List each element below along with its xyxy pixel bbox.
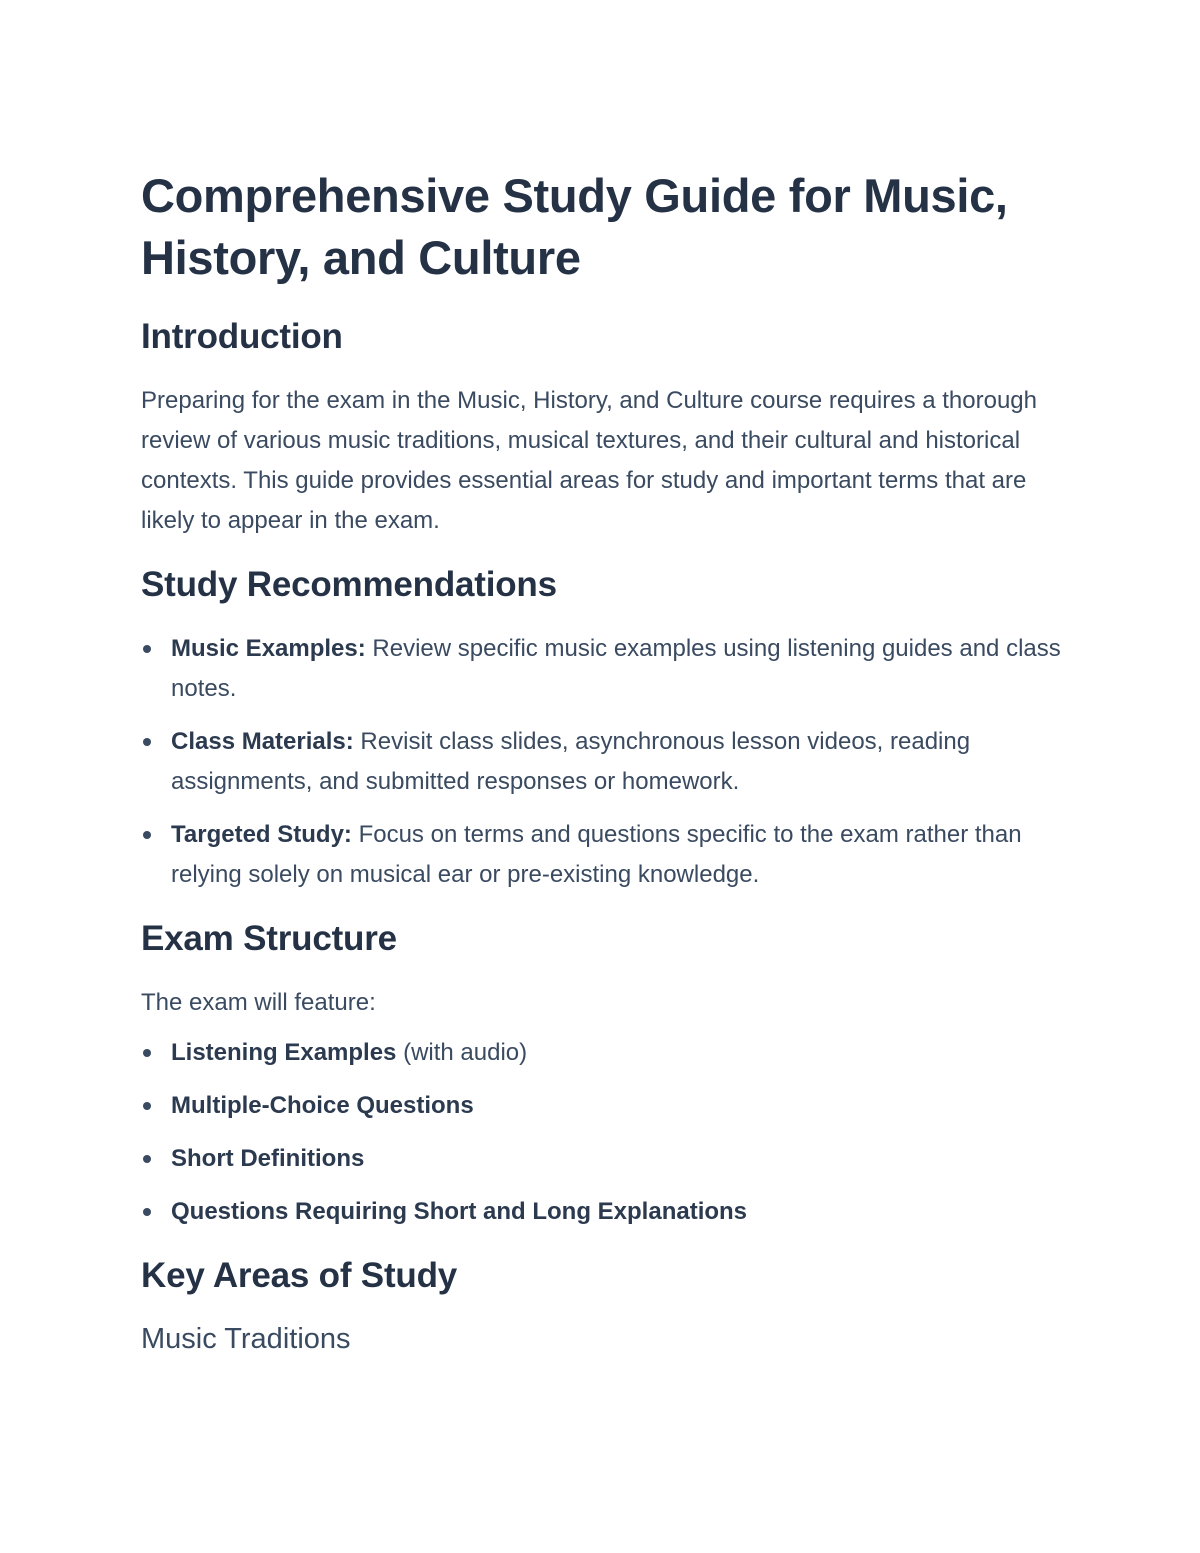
list-item-term: Short Definitions [171,1145,365,1172]
list-item [141,1139,1061,1179]
list-item [141,1192,1061,1232]
document-page [141,165,1061,1358]
music-traditions-subheading: Music Traditions [141,1323,351,1355]
key-areas-heading: Key Areas of Study [141,1256,458,1295]
bullet-icon [143,738,151,746]
bullet-icon [143,1049,151,1057]
introduction-heading: Introduction [141,317,343,356]
exam-structure-list [141,1033,1061,1232]
list-item-term: Targeted Study: [171,821,352,848]
list-item-term: Music Examples: [171,635,366,662]
exam-structure-section [141,917,1061,1232]
list-item-text: Review specific music examples using listening guides and class notes. [171,635,1061,702]
list-item-text: (with audio) [396,1039,528,1066]
bullet-icon [143,1208,151,1216]
list-item-text: Focus on terms and questions specific to the exam rather than relying solely on musical ear or pre-existing knowledge. [171,821,1022,888]
bullet-icon [143,1102,151,1110]
exam-structure-heading: Exam Structure [141,919,397,958]
bullet-icon [143,645,151,653]
introduction-paragraph: Preparing for the exam in the Music, History, and Culture course requires a thorough review of various music traditions, musical textures, and their cultural and historical contexts. This guide provides essential areas for study and important terms that are likely to appear in the exam. [141,387,1037,534]
list-item-term: Class Materials: [171,728,354,755]
list-item-term: Multiple-Choice Questions [171,1092,474,1119]
list-item [141,815,1061,895]
study-recommendations-heading: Study Recommendations [141,565,557,604]
exam-structure-intro: The exam will feature: [141,989,376,1016]
list-item [141,1033,1061,1073]
list-item [141,629,1061,709]
introduction-section [141,315,1061,541]
key-areas-section [141,1254,1061,1358]
list-item-text: Revisit class slides, asynchronous lesson videos, reading assignments, and submitted responses or homework. [171,728,971,795]
bullet-icon [143,1155,151,1163]
list-item-term: Listening Examples [171,1039,397,1066]
list-item-term: Questions Requiring Short and Long Explanations [171,1198,748,1225]
bullet-icon [143,831,151,839]
study-recommendations-list [141,629,1061,895]
list-item [141,722,1061,802]
list-item [141,1086,1061,1126]
document-title: Comprehensive Study Guide for Music, History, and Culture [141,169,1008,284]
study-recommendations-section [141,563,1061,895]
